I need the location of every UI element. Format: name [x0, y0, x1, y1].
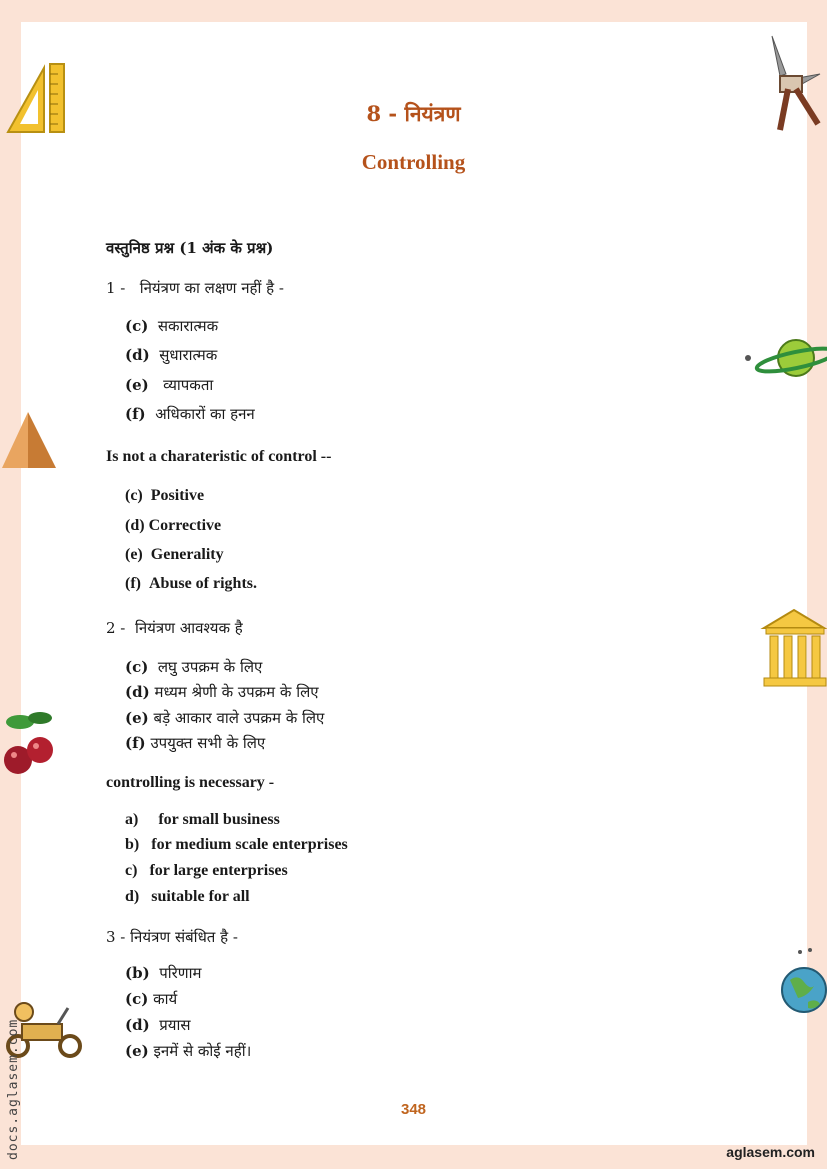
option-text: अधिकारों का हनन	[155, 405, 255, 423]
list-item	[125, 963, 201, 983]
option-text: Generality	[150, 546, 224, 563]
option-letter: (e)	[125, 1042, 149, 1060]
site-link[interactable]: aglasem.com	[726, 1144, 815, 1160]
option-letter: (e)	[125, 546, 143, 563]
option-text: for small business	[158, 811, 280, 828]
option-letter: (c)	[125, 658, 149, 676]
list-item	[125, 862, 288, 880]
question-3-hindi	[106, 927, 238, 947]
option-letter: c)	[125, 862, 138, 879]
option-letter: d)	[125, 888, 140, 905]
question-number: 1 -	[106, 279, 126, 297]
option-letter: (d)	[125, 683, 150, 701]
option-letter: (e)	[125, 709, 149, 727]
temple-icon	[760, 608, 827, 688]
watermark: docs.aglasem.com	[6, 1018, 21, 1160]
list-item	[125, 517, 221, 535]
list-item	[125, 989, 177, 1009]
list-item	[125, 836, 348, 854]
option-letter: (c)	[125, 487, 143, 504]
option-letter: (f)	[125, 575, 141, 592]
list-item	[125, 811, 280, 829]
question-number: 3 -	[106, 928, 126, 946]
option-text: लघु उपक्रम के लिए	[157, 658, 263, 676]
option-letter: (f)	[125, 734, 146, 752]
pyramid-icon	[0, 410, 58, 470]
list-item	[125, 708, 324, 728]
list-item	[125, 375, 213, 395]
option-letter: b)	[125, 836, 140, 853]
question-text: नियंत्रण आवश्यक है	[134, 619, 243, 637]
list-item	[125, 575, 257, 593]
list-item	[125, 682, 319, 702]
option-text: मध्यम श्रेणी के उपक्रम के लिए	[154, 683, 319, 701]
option-letter: (d)	[125, 517, 145, 534]
globe-icon	[778, 946, 827, 1018]
option-letter: (c)	[125, 990, 149, 1008]
option-text: for medium scale enterprises	[151, 836, 348, 853]
berries-icon	[2, 708, 58, 780]
option-text: प्रयास	[159, 1016, 191, 1034]
list-item	[125, 1041, 251, 1061]
option-text: व्यापकता	[163, 376, 214, 394]
option-text: कार्य	[153, 990, 178, 1008]
option-letter: a)	[125, 811, 139, 828]
question-1-english: Is not a charateristic of control --	[106, 448, 332, 465]
option-letter: (e)	[125, 376, 149, 394]
option-text: परिणाम	[159, 964, 202, 982]
section-heading: वस्तुनिष्ठ प्रश्न (1 अंक के प्रश्न)	[106, 239, 274, 257]
chapter-title-hindi: 8 - नियंत्रण	[366, 101, 461, 126]
option-text: suitable for all	[151, 888, 250, 905]
option-text: Corrective	[148, 517, 222, 534]
option-text: इनमें से कोई नहीं।	[153, 1042, 252, 1060]
option-text: बड़े आकार वाले उपक्रम के लिए	[153, 709, 325, 727]
option-letter: (c)	[125, 317, 149, 335]
option-text: Abuse of rights.	[148, 575, 257, 592]
planet-icon	[740, 334, 827, 384]
option-text: for large enterprises	[149, 862, 288, 879]
list-item	[125, 657, 262, 677]
question-text: नियंत्रण संबंधित है -	[130, 928, 238, 946]
question-1-hindi	[106, 278, 284, 298]
option-text: सुधारात्मक	[159, 346, 218, 364]
list-item	[125, 733, 265, 753]
list-item	[125, 345, 217, 365]
chapter-title-english: Controlling	[361, 150, 466, 174]
list-item	[125, 487, 204, 505]
option-text: उपयुक्त सभी के लिए	[150, 734, 266, 752]
option-letter: (d)	[125, 346, 150, 364]
list-item	[125, 1015, 191, 1035]
question-number: 2 -	[106, 619, 126, 637]
option-text: सकारात्मक	[157, 317, 219, 335]
question-text: नियंत्रण का लक्षण नहीं है -	[139, 279, 284, 297]
option-text: Positive	[150, 487, 205, 504]
option-letter: (b)	[125, 964, 150, 982]
option-letter: (f)	[125, 405, 146, 423]
option-letter: (d)	[125, 1016, 150, 1034]
list-item	[125, 888, 250, 906]
list-item	[125, 546, 224, 564]
list-item	[125, 316, 218, 336]
question-2-english: controlling is necessary -	[106, 774, 275, 791]
list-item	[125, 404, 255, 424]
question-2-hindi	[106, 618, 243, 638]
page-number: 348	[400, 1101, 427, 1118]
